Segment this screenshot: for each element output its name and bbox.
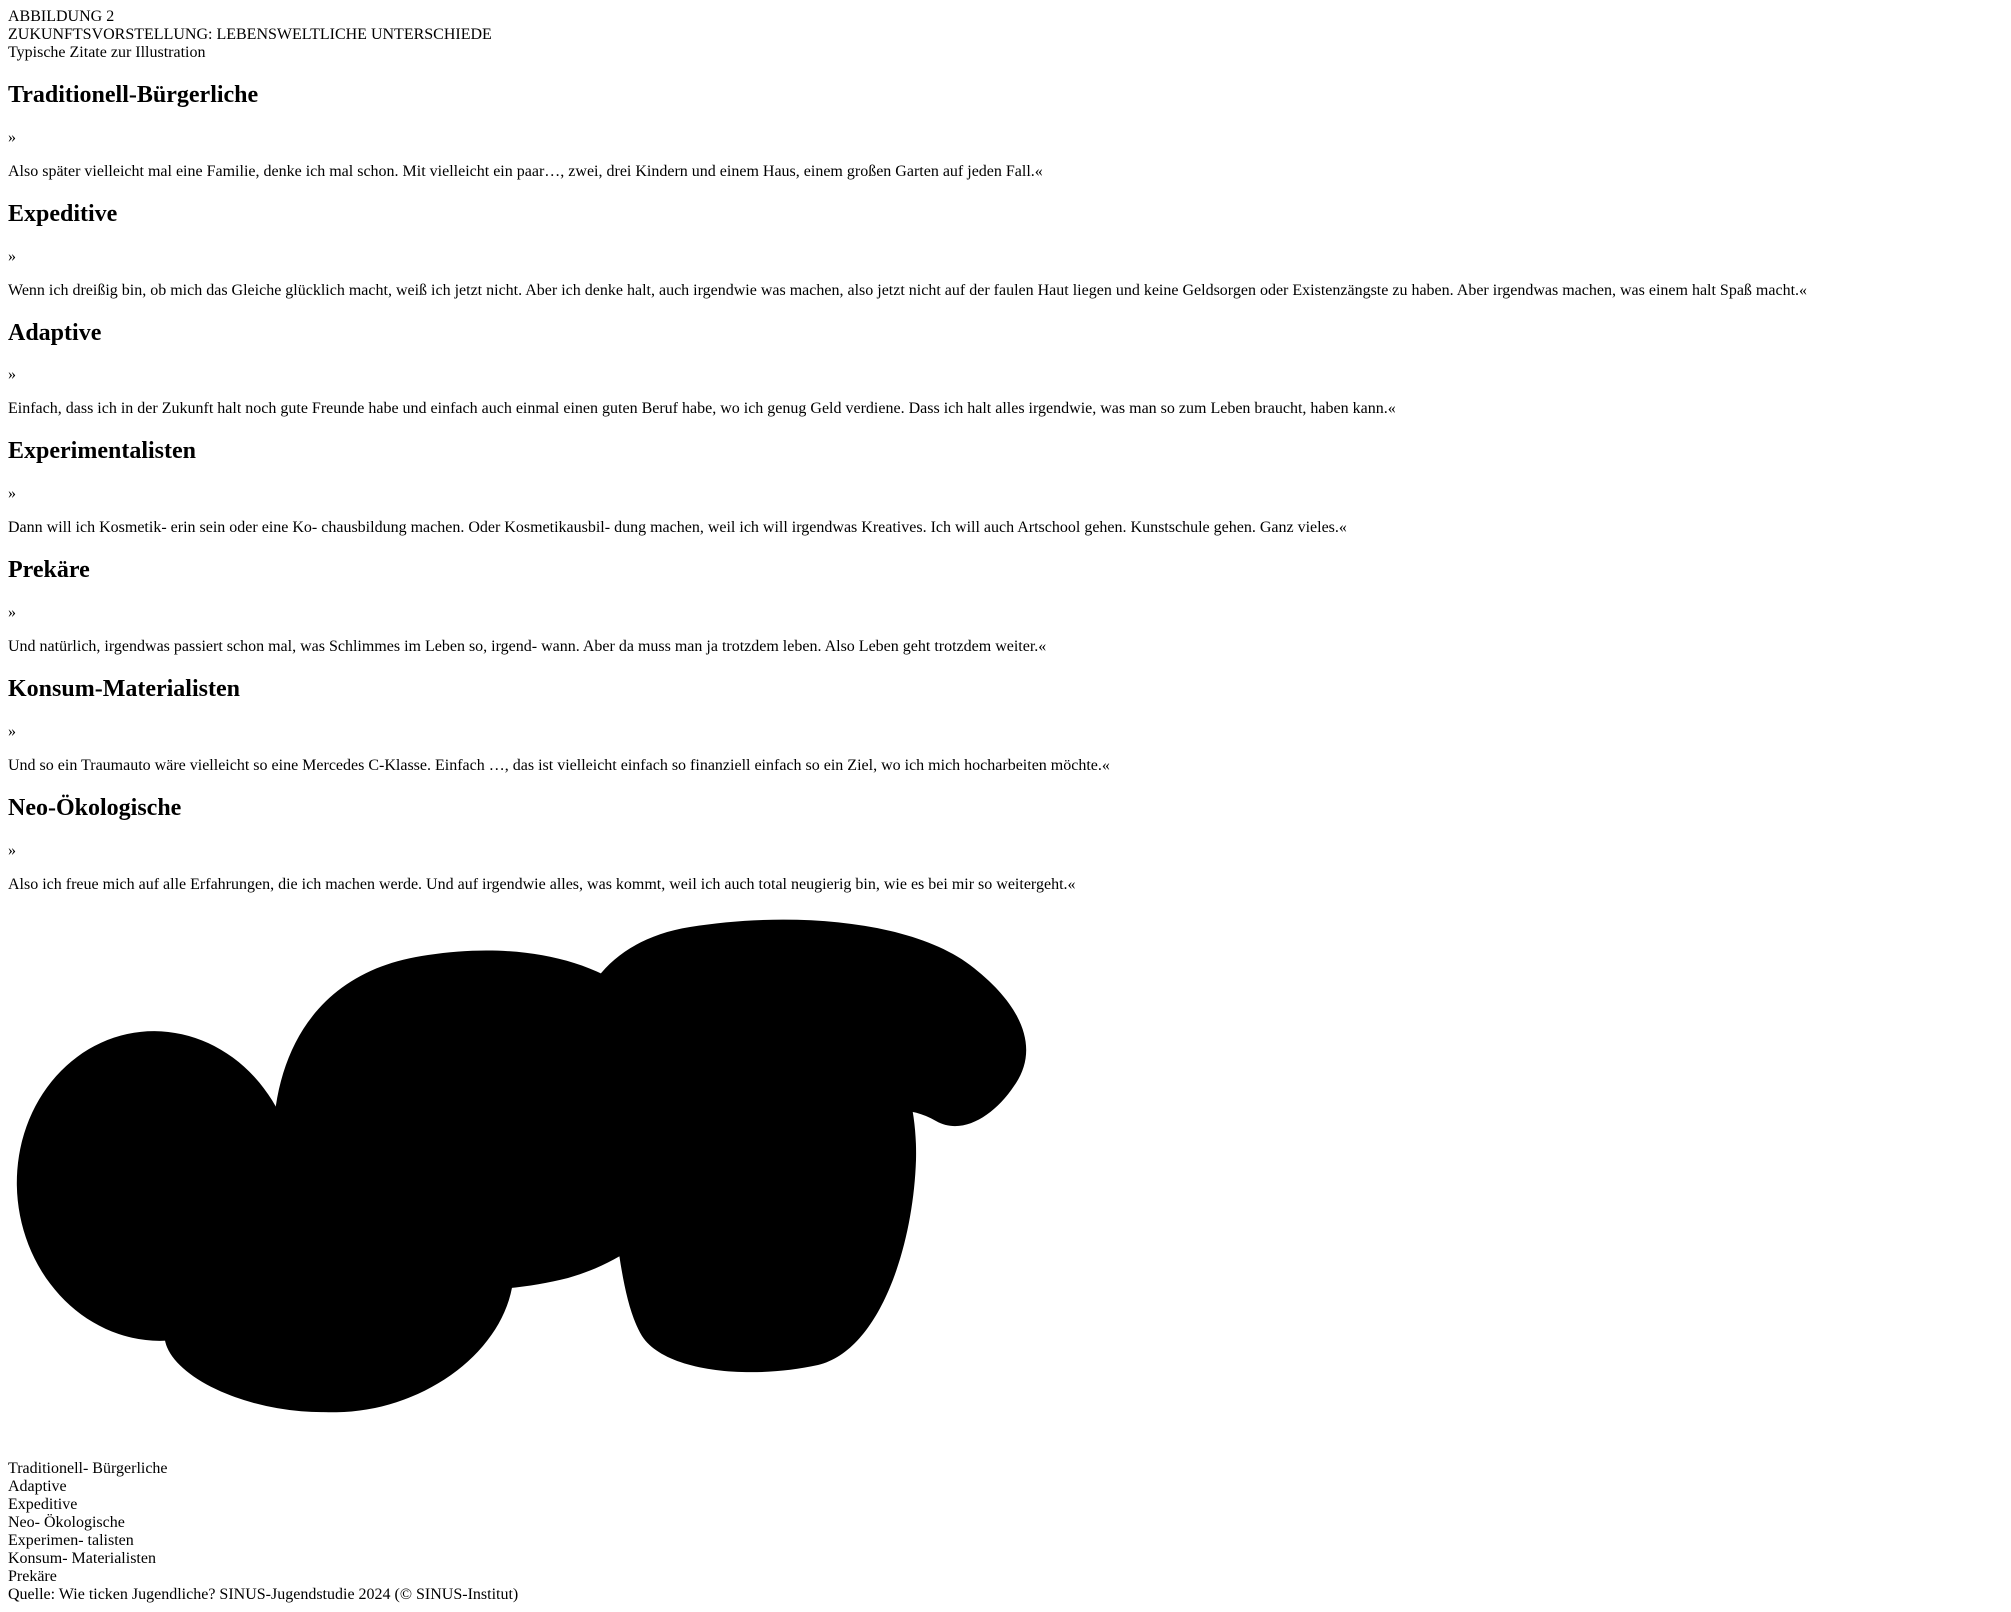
quote-close-mark: « <box>1038 638 1047 656</box>
quote-text-prekaere: Und natürlich, irgendwas passiert schon mal, was Schlimmes im Leben so, irgend- wann. Aber da muss man ja trotzdem leben. Also Leben geht trotzdem weiter.« <box>8 638 1047 656</box>
quote-open-mark: » <box>8 485 16 503</box>
section-experimentalisten <box>8 438 2003 537</box>
quote-close-mark: « <box>1067 875 1076 893</box>
quote-text-traditionell: Also später vielleicht mal eine Familie, denke ich mal schon. Mit vielleicht ein paar…, zwei, drei Kindern und einem Haus, einem großen Garten auf jeden Fall.« <box>8 162 1043 180</box>
quote-expeditive <box>8 248 2003 300</box>
quote-open-mark: » <box>8 841 16 859</box>
quote-open-mark: » <box>8 247 16 265</box>
section-expeditive <box>8 201 2003 300</box>
quote-text-experimentalisten: Dann will ich Kosmetik- erin sein oder eine Ko- chausbildung machen. Oder Kosmetikausbil- dung machen, weil ich will irgendwas Kreatives. Ich will auch Artschool gehen. Kunstschule gehen. Ganz vieles.« <box>8 519 1347 537</box>
figure-subtitle: Typische Zitate zur Illustration <box>8 44 206 61</box>
milieu-diagram <box>8 910 2003 1586</box>
quote-close-mark: « <box>1034 162 1043 180</box>
quote-open-mark: » <box>8 722 16 740</box>
quote-adaptive <box>8 366 2003 418</box>
figure-title: ZUKUNFTSVORSTELLUNG: LEBENSWELTLICHE UNTERSCHIEDE <box>8 26 492 43</box>
quote-open-mark: » <box>8 128 16 146</box>
diagram-label-expeditive: Expeditive <box>8 1495 78 1513</box>
section-konsum <box>8 676 2003 775</box>
diagram-label-adaptive: Adaptive <box>8 1477 67 1495</box>
quote-text-neo: Also ich freue mich auf alle Erfahrungen, die ich machen werde. Und auf irgendwie alles, was kommt, weil ich auch total neugierig bin, wie es bei mir so weitergeht.« <box>8 875 1076 893</box>
quote-text-konsum: Und so ein Traumauto wäre vielleicht so eine Mercedes C-Klasse. Einfach …, das ist vielleicht einfach so finanziell einfach so ein Ziel, wo ich mich hocharbeiten möchte.« <box>8 756 1110 774</box>
quote-open-mark: » <box>8 366 16 384</box>
quote-prekaere <box>8 604 2003 656</box>
heading-prekaere: Prekäre <box>8 557 90 584</box>
quote-neo <box>8 842 2003 894</box>
section-traditionell <box>8 82 2003 181</box>
heading-neo: Neo-Ökologische <box>8 794 182 821</box>
quote-open-mark: » <box>8 604 16 622</box>
diagram-label-traditionell: Traditionell- Bürgerliche <box>8 1459 168 1477</box>
quote-close-mark: « <box>1799 281 1808 299</box>
quote-traditionell <box>8 129 2003 181</box>
figure-label-badge <box>8 8 2003 26</box>
heading-konsum: Konsum-Materialisten <box>8 675 240 702</box>
heading-experimentalisten: Experimentalisten <box>8 438 196 465</box>
section-neo <box>8 795 2003 894</box>
quote-text-adaptive: Einfach, dass ich in der Zukunft halt noch gute Freunde habe und einfach auch einmal einen guten Beruf habe, wo ich genug Geld verdiene. Dass ich halt alles irgendwie, was man so zum Leben braucht, haben kann.« <box>8 400 1396 418</box>
quote-text-expeditive: Wenn ich dreißig bin, ob mich das Gleiche glücklich macht, weiß ich jetzt nicht. Aber ich denke halt, auch irgendwie was machen, also jetzt nicht auf der faulen Haut liegen und keine Geldsorgen oder Existenzängste zu haben. Aber irgendwas machen, was einem halt Spaß macht.« <box>8 281 1808 299</box>
heading-adaptive: Adaptive <box>8 319 102 346</box>
source-line: Quelle: Wie ticken Jugendliche? SINUS-Jugendstudie 2024 (© SINUS-Institut) <box>8 1585 519 1603</box>
heading-expeditive: Expeditive <box>8 200 118 227</box>
section-prekaere <box>8 557 2003 656</box>
diagram-label-konsum: Konsum- Materialisten <box>8 1549 156 1567</box>
diagram-label-neo: Neo- Ökologische <box>8 1513 125 1531</box>
heading-traditionell: Traditionell-Bürgerliche <box>8 81 259 108</box>
quote-close-mark: « <box>1101 756 1110 774</box>
diagram-label-experimentalisten: Experimen- talisten <box>8 1531 134 1549</box>
quote-experimentalisten <box>8 485 2003 537</box>
quote-close-mark: « <box>1338 519 1347 537</box>
diagram-label-prekaere: Prekäre <box>8 1567 57 1585</box>
figure-label: ABBILDUNG 2 <box>8 8 115 25</box>
quote-close-mark: « <box>1387 400 1396 418</box>
milieu-ellipses <box>8 910 1068 1455</box>
section-adaptive <box>8 320 2003 419</box>
quote-konsum <box>8 723 2003 775</box>
